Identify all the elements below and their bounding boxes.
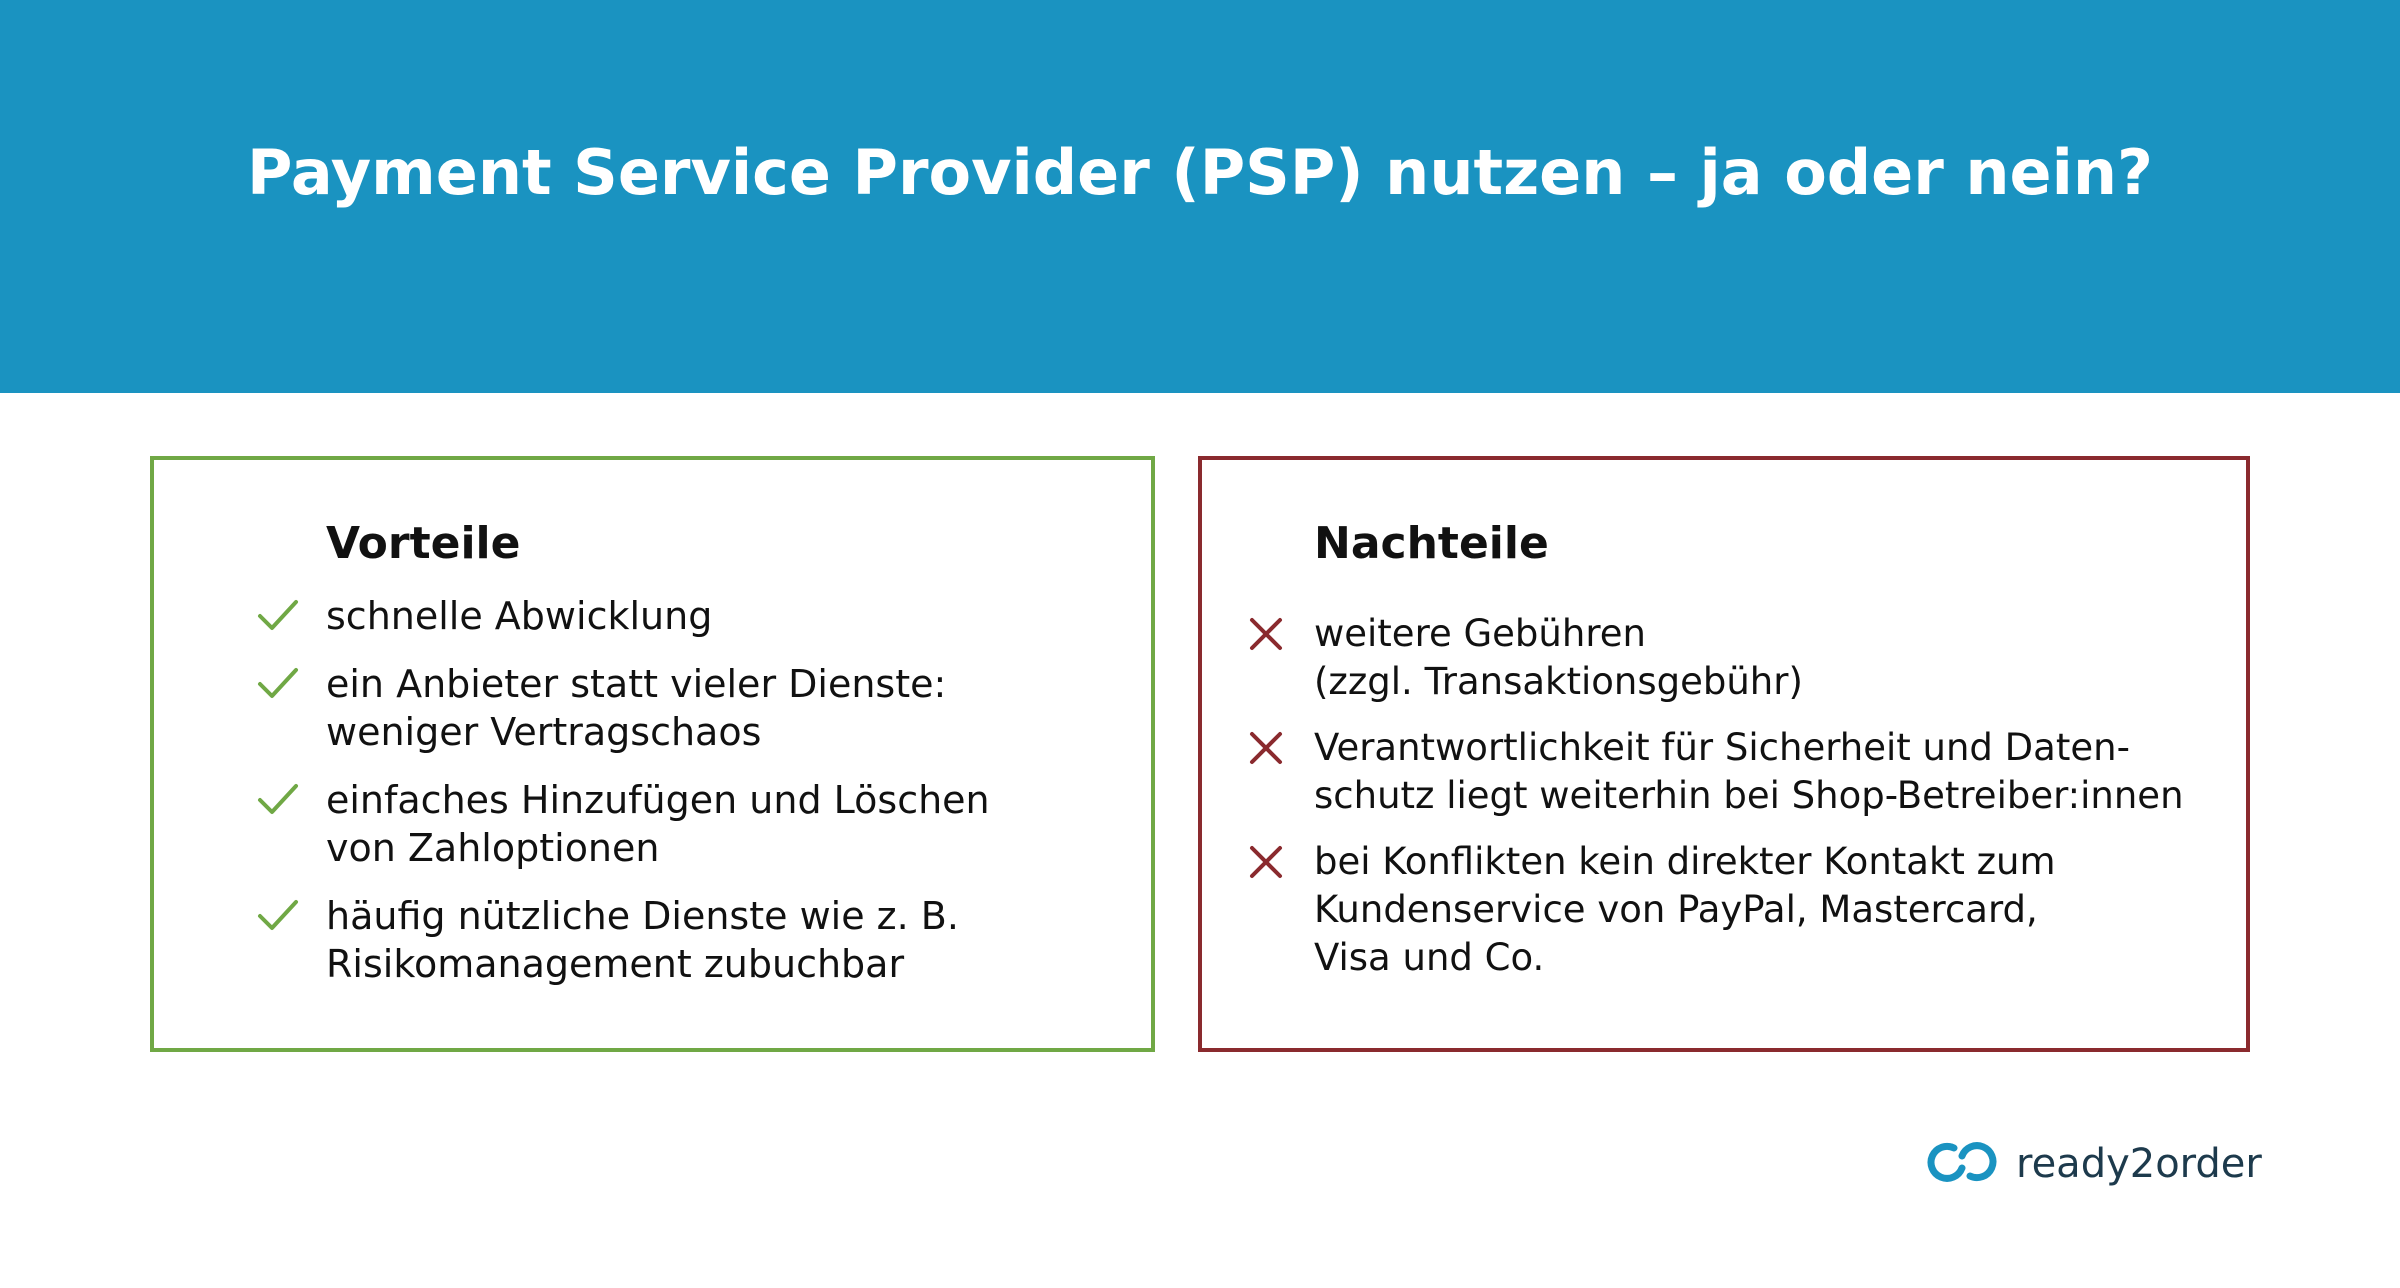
cons-panel [1198, 456, 2250, 1052]
pros-item-text: weniger Vertragschaos [326, 710, 762, 754]
pros-list-item [326, 892, 990, 988]
pros-item-text: ein Anbieter statt vieler Dienste: [326, 662, 947, 706]
pros-list-item [326, 660, 990, 756]
pros-list-item [326, 592, 990, 640]
cons-list-item [1314, 838, 2184, 982]
pros-item-text: von Zahloptionen [326, 826, 660, 870]
pros-panel [150, 456, 1155, 1052]
cons-item-text: bei Konflikten kein direkter Kontakt zum [1314, 840, 2056, 883]
pros-heading: Vorteile [326, 518, 521, 569]
cross-icon [1244, 842, 1288, 882]
pros-item-text: häufig nützliche Dienste wie z. B. [326, 894, 959, 938]
page-title: Payment Service Provider (PSP) nutzen – ja oder nein? [247, 136, 2153, 209]
cons-item-text: Kundenservice von PayPal, Mastercard, [1314, 888, 2038, 931]
cons-item-text: Verantwortlichkeit für Sicherheit und Daten- [1314, 726, 2130, 769]
pros-item-text: einfaches Hinzufügen und Löschen [326, 778, 990, 822]
cross-icon [1244, 614, 1288, 654]
cons-list [1314, 610, 2184, 1000]
check-icon [256, 664, 300, 704]
check-icon [256, 596, 300, 636]
header-banner [0, 0, 2400, 393]
check-icon [256, 896, 300, 936]
logo-wordmark: ready2order [2016, 1141, 2262, 1187]
pros-list-item [326, 776, 990, 872]
pros-item-text: schnelle Abwicklung [326, 594, 713, 638]
cons-item-text: schutz liegt weiterhin bei Shop-Betreiber:innen [1314, 774, 2184, 817]
pros-list [326, 592, 990, 1008]
cons-item-text: Visa und Co. [1314, 936, 1545, 979]
cons-heading: Nachteile [1314, 518, 1549, 569]
cons-item-text: weitere Gebühren [1314, 612, 1646, 655]
cross-icon [1244, 728, 1288, 768]
brand-logo [1924, 1134, 2262, 1194]
cons-item-text: (zzgl. Transaktionsgebühr) [1314, 660, 1803, 703]
cons-list-item [1314, 610, 2184, 706]
ready2order-logo-icon [1924, 1132, 2000, 1196]
pros-item-text: Risikomanagement zubuchbar [326, 942, 905, 986]
check-icon [256, 780, 300, 820]
cons-list-item [1314, 724, 2184, 820]
